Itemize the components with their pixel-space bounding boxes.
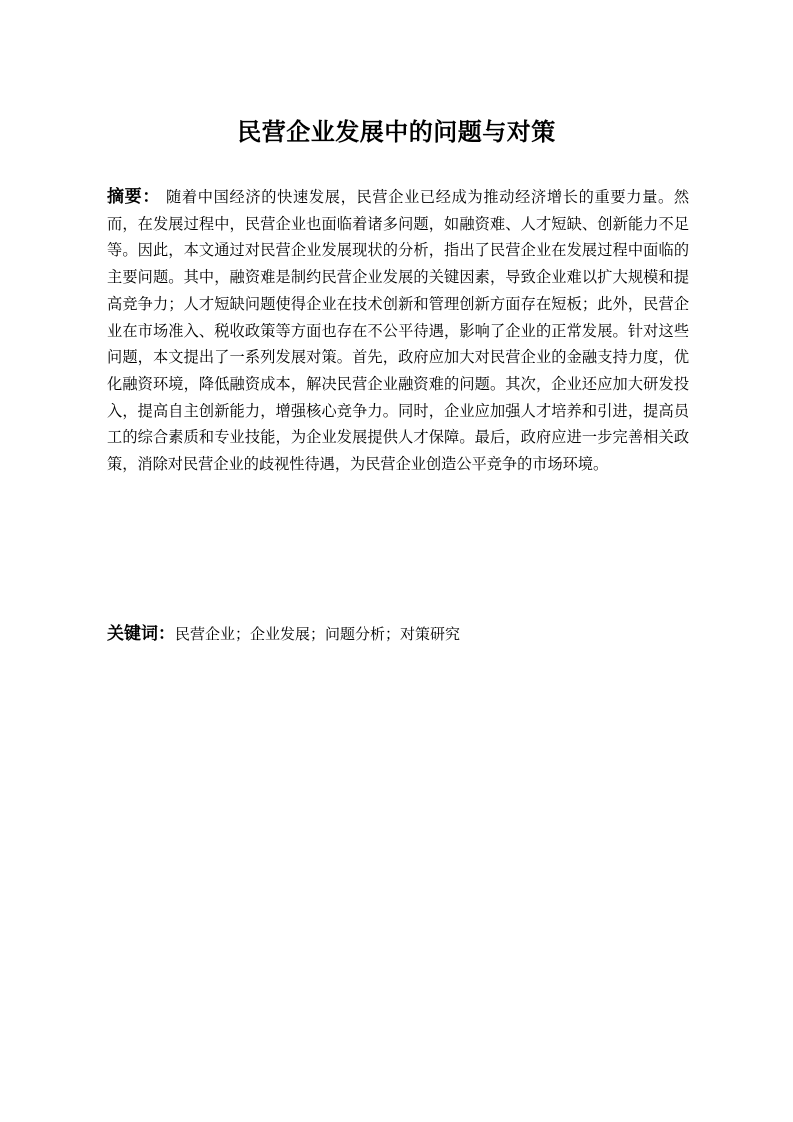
abstract-paragraph: [107, 184, 689, 478]
abstract-label: 摘要：: [107, 187, 161, 207]
abstract-text: 随着中国经济的快速发展，民营企业已经成为推动经济增长的重要力量。然而，在发展过程中，民营企业也面临着诸多问题，如融资难、人才短缺、创新能力不足等。因此，本文通过对民营企业发展现状的分析，指出了民营企业在发展过程中面临的主要问题。其中，融资难是制约民营企业发展的关键因素，导致企业难以扩大规模和提高竞争力；人才短缺问题使得企业在技术创新和管理创新方面存在短板；此外，民营企业在市场准入、税收政策等方面也存在不公平待遇，影响了企业的正常发展。针对这些问题，本文提出了一系列发展对策。首先，政府应加大对民营企业的金融支持力度，优化融资环境，降低融资成本，解决民营企业融资难的问题。其次，企业还应加大研发投入，提高自主创新能力，增强核心竞争力。同时，企业应加强人才培养和引进，提高员工的综合素质和专业技能，为企业发展提供人才保障。最后，政府应进一步完善相关政策，消除对民营企业的歧视性待遇，为民营企业创造公平竞争的市场环境。: [107, 188, 690, 474]
document-title: 民营企业发展中的问题与对策: [237, 118, 556, 147]
keywords-text: 民营企业；企业发展；问题分析；对策研究: [175, 625, 461, 643]
keywords-paragraph: [107, 620, 689, 648]
keywords-label: 关键词：: [107, 624, 175, 644]
